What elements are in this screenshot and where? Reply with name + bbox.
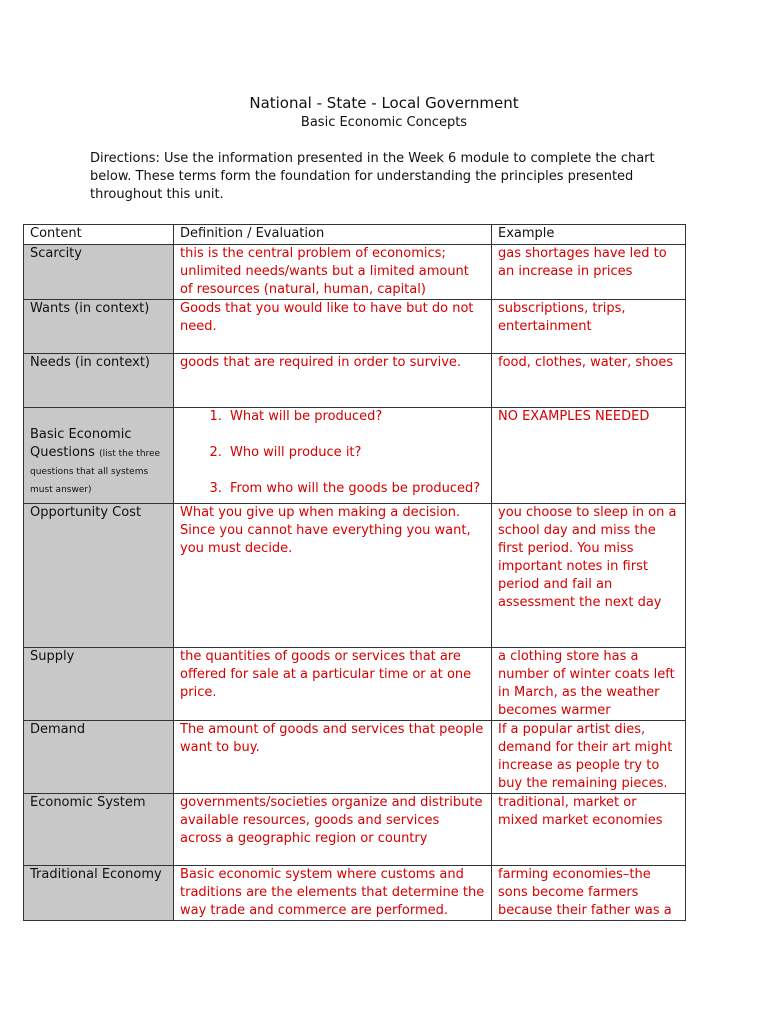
definition-cell: this is the central problem of economics; unlimited needs/wants but a limited amount of resources (natural, human, capital)	[174, 245, 492, 300]
table-row	[24, 245, 686, 300]
table-row	[24, 408, 686, 504]
example-cell: farming economies–the sons become farmers because their father was a	[492, 866, 686, 921]
definition-cell: goods that are required in order to survive.	[174, 354, 492, 408]
table-row	[24, 300, 686, 354]
term-cell	[24, 408, 174, 504]
term-note: (list the three questions that all systems must answer)	[30, 449, 161, 495]
page-subtitle: Basic Economic Concepts	[300, 115, 468, 130]
table-row	[24, 504, 686, 648]
term-cell: Economic System	[24, 794, 174, 866]
table-row	[24, 354, 686, 408]
example-cell: gas shortages have led to an increase in prices	[492, 245, 686, 300]
example-cell: If a popular artist dies, demand for their art might increase as people try to buy the remaining pieces.	[492, 721, 686, 794]
term-cell: Opportunity Cost	[24, 504, 174, 648]
definition-cell: Basic economic system where customs and traditions are the elements that determine the way trade and commerce are performed.	[174, 866, 492, 921]
term-cell: Supply	[24, 648, 174, 721]
column-header-definition: Definition / Evaluation	[174, 225, 492, 245]
definition-cell: the quantities of goods or services that are offered for sale at a particular time or at one price.	[174, 648, 492, 721]
term-label: Basic Economic Questions	[30, 427, 132, 460]
definition-cell: Goods that you would like to have but do not need.	[174, 300, 492, 354]
column-header-example: Example	[492, 225, 686, 245]
example-cell: food, clothes, water, shoes	[492, 354, 686, 408]
definition-cell: governments/societies organize and distribute available resources, goods and services across a geographic region or country	[174, 794, 492, 866]
concepts-table	[23, 224, 686, 921]
table-row	[24, 866, 686, 921]
list-item: 2. Who will produce it?	[226, 444, 485, 462]
definition-cell	[174, 408, 492, 504]
example-cell: subscriptions, trips, entertainment	[492, 300, 686, 354]
table-row	[24, 648, 686, 721]
term-cell: Demand	[24, 721, 174, 794]
definition-cell: The amount of goods and services that people want to buy.	[174, 721, 492, 794]
directions-text: Directions: Use the information presented in the Week 6 module to complete the chart below. These terms form the foundation for understanding the principles presented throughout this unit.	[90, 151, 655, 202]
table-header-row	[24, 225, 686, 245]
term-cell: Needs (in context)	[24, 354, 174, 408]
example-cell: you choose to sleep in on a school day and miss the first period. You miss important notes in first period and fail an assessment the next day	[492, 504, 686, 648]
example-cell: traditional, market or mixed market economies	[492, 794, 686, 866]
page-title: National - State - Local Government	[249, 94, 519, 112]
term-cell: Traditional Economy	[24, 866, 174, 921]
questions-list	[180, 408, 485, 498]
term-cell: Wants (in context)	[24, 300, 174, 354]
list-item: 3. From who will the goods be produced?	[226, 480, 485, 498]
example-cell: a clothing store has a number of winter coats left in March, as the weather becomes warmer	[492, 648, 686, 721]
table-row	[24, 794, 686, 866]
table-row	[24, 721, 686, 794]
example-cell: NO EXAMPLES NEEDED	[492, 408, 686, 504]
list-item: 1. What will be produced?	[226, 408, 485, 426]
term-cell: Scarcity	[24, 245, 174, 300]
definition-cell: What you give up when making a decision. Since you cannot have everything you want, you must decide.	[174, 504, 492, 648]
column-header-content: Content	[24, 225, 174, 245]
